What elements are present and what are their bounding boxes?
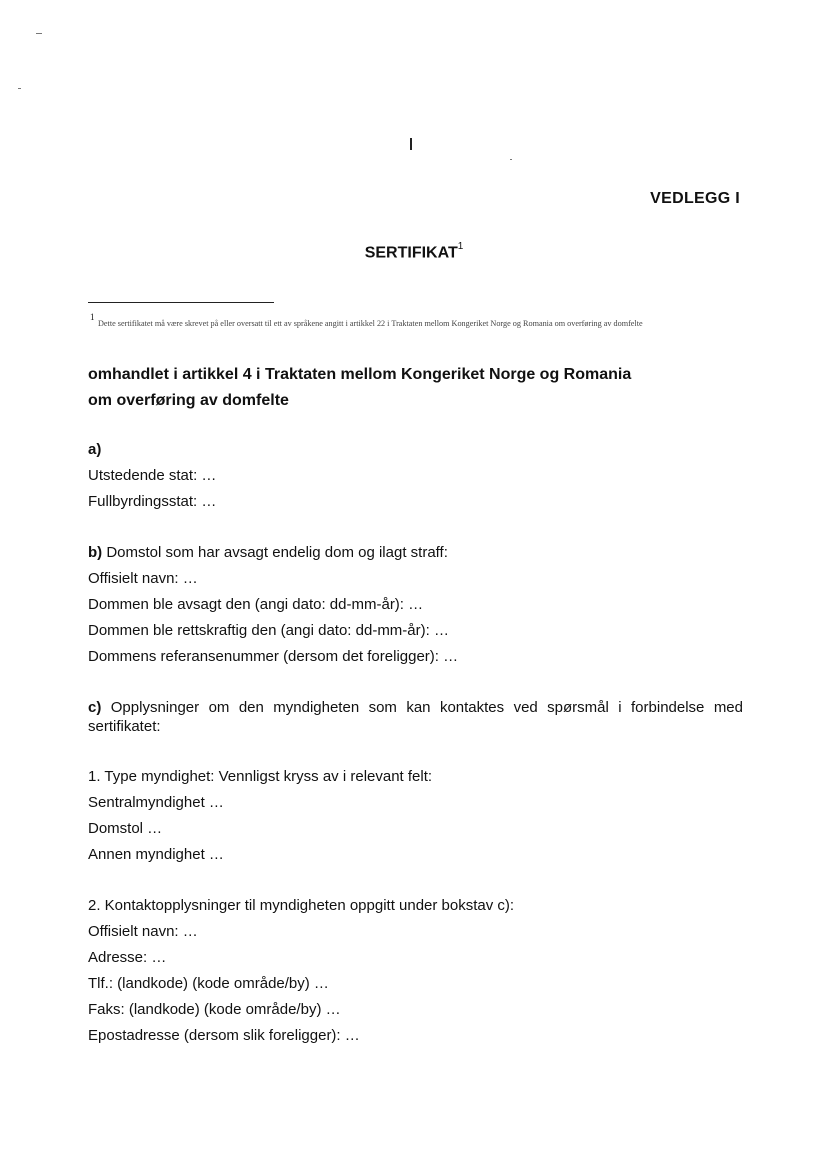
authority-official-name-field: Offisielt navn: … bbox=[88, 923, 198, 940]
court-official-name-field: Offisielt navn: … bbox=[88, 570, 198, 587]
footnote-text: Dette sertifikatet må være skrevet på eller oversatt til ett av språkene angitt i artikkel 22 i Traktaten mellom Kongeriket Norge og Romania om overføring av domfelte bbox=[98, 319, 643, 328]
other-authority-option: Annen myndighet … bbox=[88, 846, 224, 863]
section-a bbox=[88, 437, 743, 515]
judgment-reference-field: Dommens referansenummer (dersom det foreligger): … bbox=[88, 648, 459, 665]
section-c-intro: Opplysninger om den myndigheten som kan kontaktes ved spørsmål i forbindelse med sertifikatet: bbox=[88, 699, 743, 735]
authority-type-block bbox=[88, 764, 743, 868]
court-option: Domstol … bbox=[88, 820, 163, 837]
heading-line-1: omhandlet i artikkel 4 i Traktaten mellom Kongeriket Norge og Romania bbox=[88, 366, 632, 383]
heading-line-2: om overføring av domfelte bbox=[88, 392, 289, 409]
scan-speck bbox=[510, 159, 512, 160]
executing-state-field: Fullbyrdingsstat: … bbox=[88, 493, 217, 510]
fax-field: Faks: (landkode) (kode område/by) … bbox=[88, 1001, 341, 1018]
section-c-intro-paragraph bbox=[88, 694, 743, 736]
section-a-label: a) bbox=[88, 441, 102, 458]
section-b bbox=[88, 540, 743, 670]
central-authority-option: Sentralmyndighet … bbox=[88, 794, 224, 811]
judgment-final-date-field: Dommen ble rettskraftig den (angi dato: dd-mm-år): … bbox=[88, 622, 449, 639]
section-c-label: c) bbox=[88, 699, 102, 716]
title-footnote-ref: 1 bbox=[457, 241, 464, 252]
issuing-state-field: Utstedende stat: … bbox=[88, 467, 217, 484]
title-text: SERTIFIKAT bbox=[364, 244, 458, 262]
section-c bbox=[88, 694, 743, 736]
footnote-divider bbox=[88, 302, 274, 303]
document-title bbox=[0, 243, 828, 262]
address-field: Adresse: … bbox=[88, 949, 167, 966]
email-field: Epostadresse (dersom slik foreligger): … bbox=[88, 1027, 360, 1044]
judgment-date-field: Dommen ble avsagt den (angi dato: dd-mm-år): … bbox=[88, 596, 424, 613]
document-heading bbox=[88, 362, 748, 414]
annex-label: VEDLEGG I bbox=[650, 190, 740, 207]
footnote-number: 1 bbox=[90, 312, 95, 322]
section-b-intro-line bbox=[88, 540, 743, 566]
scan-speck bbox=[36, 33, 42, 34]
contact-details-title: 2. Kontaktopplysninger til myndigheten oppgitt under bokstav c): bbox=[88, 897, 515, 914]
section-b-label: b) bbox=[88, 544, 103, 561]
page-number-mark bbox=[410, 138, 412, 150]
section-b-intro: Domstol som har avsagt endelig dom og ilagt straff: bbox=[102, 544, 448, 561]
scan-speck bbox=[18, 88, 21, 89]
phone-field: Tlf.: (landkode) (kode område/by) … bbox=[88, 975, 329, 992]
authority-type-title: 1. Type myndighet: Vennligst kryss av i relevant felt: bbox=[88, 768, 433, 785]
contact-details-block bbox=[88, 893, 743, 1049]
